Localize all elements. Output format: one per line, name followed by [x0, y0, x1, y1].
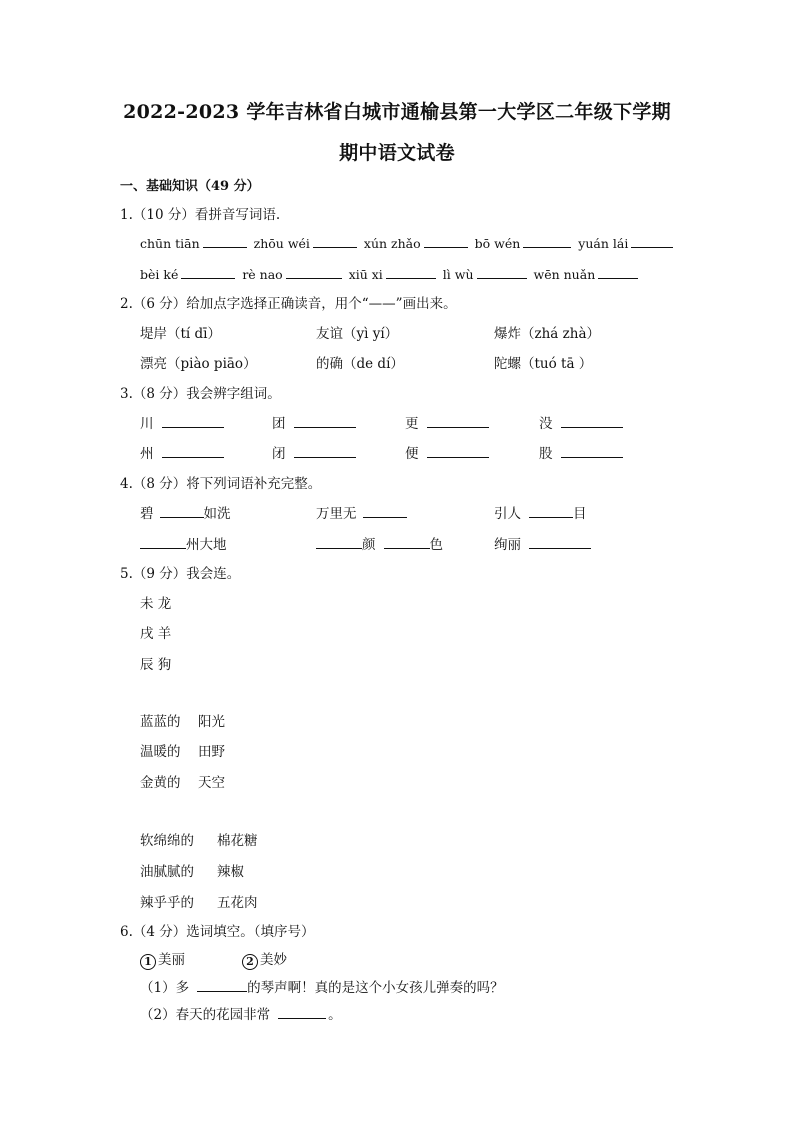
question-5-stem: 5.（9 分）我会连。 [120, 566, 241, 582]
match-left[interactable]: 温暖的 [140, 744, 181, 760]
answer-blank[interactable] [598, 264, 638, 279]
pinyin: yuán lái [578, 236, 629, 251]
char-item [140, 442, 227, 462]
pinyin: xiū xi [348, 267, 383, 282]
idiom-text: 如洗 [203, 506, 231, 522]
match-item[interactable]: 戌 羊 [140, 626, 172, 642]
reading-option[interactable]: 友谊（yì yí） [316, 326, 399, 342]
answer-blank[interactable] [631, 233, 673, 248]
char-item [539, 442, 626, 462]
pinyin: lì wù [442, 267, 474, 282]
char-item [405, 442, 492, 462]
answer-blank[interactable] [529, 534, 591, 549]
page-title-line1: 2022-2023 学年吉林省白城市通榆县第一大学区二年级下学期 [123, 101, 671, 123]
circled-number: 1 [140, 954, 156, 970]
fill-sentence-1 [140, 976, 504, 996]
idiom-text: 色 [429, 537, 443, 553]
question-4-stem: 4.（8 分）将下列词语补充完整。 [120, 476, 322, 492]
answer-blank[interactable] [424, 233, 468, 248]
idiom-item [140, 502, 231, 522]
char: 更 [405, 416, 419, 432]
answer-blank[interactable] [203, 233, 247, 248]
idiom-item [494, 502, 587, 522]
reading-option[interactable]: 陀螺（tuó tā ） [494, 356, 593, 372]
match-left[interactable]: 辣乎乎的 [140, 895, 194, 911]
char-item [140, 412, 227, 432]
char: 股 [539, 446, 553, 462]
answer-blank[interactable] [197, 978, 247, 992]
answer-blank[interactable] [286, 264, 342, 279]
answer-blank[interactable] [427, 443, 489, 458]
char: 州 [140, 446, 154, 462]
reading-option[interactable]: 的确（de dí） [316, 356, 404, 372]
page-title-line2: 期中语文试卷 [339, 142, 455, 164]
answer-blank[interactable] [278, 1005, 326, 1019]
match-right[interactable]: 五花肉 [217, 895, 258, 911]
char-item [539, 412, 626, 432]
char: 便 [405, 446, 419, 462]
word-option-2 [242, 948, 287, 970]
circled-number: 2 [242, 954, 258, 970]
match-right[interactable]: 阳光 [198, 714, 225, 730]
match-right[interactable]: 棉花糖 [217, 833, 258, 849]
answer-blank[interactable] [162, 413, 224, 428]
question-1-stem: 1.（10 分）看拼音写词语. [120, 207, 281, 223]
answer-blank[interactable] [140, 534, 186, 549]
answer-blank[interactable] [384, 534, 430, 549]
char: 团 [272, 416, 286, 432]
match-item[interactable]: 未 龙 [140, 596, 172, 612]
pinyin-row-2 [140, 264, 641, 282]
idiom-text: 州大地 [186, 537, 227, 553]
pinyin: chūn tiān [140, 236, 200, 251]
sentence-text: （2）春天的花园非常 [140, 1007, 271, 1023]
answer-blank[interactable] [162, 443, 224, 458]
answer-blank[interactable] [386, 264, 436, 279]
answer-blank[interactable] [561, 443, 623, 458]
sentence-text: （1）多 [140, 980, 190, 996]
answer-blank[interactable] [160, 503, 204, 518]
pinyin: wēn nuǎn [533, 267, 596, 282]
answer-blank[interactable] [316, 534, 362, 549]
char-item [405, 412, 492, 432]
pinyin: bō wén [474, 236, 521, 251]
word-option-1 [140, 948, 185, 970]
pinyin: rè nao [242, 267, 283, 282]
section-heading: 一、基础知识（49 分） [120, 179, 260, 194]
answer-blank[interactable] [294, 413, 356, 428]
idiom-item [494, 533, 594, 553]
option-word: 美妙 [260, 952, 287, 968]
idiom-text: 引人 [494, 506, 521, 522]
option-word: 美丽 [158, 952, 185, 968]
pinyin: xún zhǎo [363, 236, 421, 251]
match-left[interactable]: 油腻腻的 [140, 864, 194, 880]
answer-blank[interactable] [529, 503, 573, 518]
fill-sentence-2 [140, 1003, 342, 1023]
sentence-text: 。 [328, 1007, 342, 1023]
reading-option[interactable]: 漂亮（piào piāo） [140, 356, 257, 372]
match-left[interactable]: 蓝蓝的 [140, 714, 181, 730]
idiom-text: 目 [573, 506, 587, 522]
match-left[interactable]: 金黄的 [140, 775, 181, 791]
reading-option[interactable]: 爆炸（zhá zhà） [494, 326, 601, 342]
idiom-item [316, 533, 443, 553]
answer-blank[interactable] [294, 443, 356, 458]
idiom-text: 绚丽 [494, 537, 521, 553]
char-item [272, 442, 359, 462]
answer-blank[interactable] [523, 233, 571, 248]
char-item [272, 412, 359, 432]
match-right[interactable]: 天空 [198, 775, 225, 791]
char: 没 [539, 416, 553, 432]
char: 闭 [272, 446, 286, 462]
char: 川 [140, 416, 154, 432]
answer-blank[interactable] [561, 413, 623, 428]
pinyin: zhōu wéi [253, 236, 310, 251]
idiom-item [316, 502, 410, 522]
match-left[interactable]: 软绵绵的 [140, 833, 194, 849]
pinyin: bèi ké [140, 267, 179, 282]
answer-blank[interactable] [363, 503, 407, 518]
answer-blank[interactable] [313, 233, 357, 248]
idiom-text: 颜 [362, 537, 376, 553]
answer-blank[interactable] [181, 264, 235, 279]
match-right[interactable]: 田野 [198, 744, 225, 760]
idiom-text: 碧 [140, 506, 154, 522]
reading-option[interactable]: 堤岸（tí dī） [140, 326, 221, 342]
pinyin-row-1 [140, 233, 676, 251]
idiom-text: 万里无 [316, 506, 357, 522]
question-6-stem: 6.（4 分）选词填空。（填序号） [120, 924, 315, 940]
match-right[interactable]: 辣椒 [217, 864, 244, 880]
question-2-stem: 2.（6 分）给加点字选择正确读音，用个“——”画出来。 [120, 296, 457, 312]
match-item[interactable]: 辰 狗 [140, 657, 172, 673]
sentence-text: 的琴声啊！真的是这个小女孩儿弹奏的吗？ [247, 980, 504, 996]
idiom-item [140, 533, 227, 553]
question-3-stem: 3.（8 分）我会辨字组词。 [120, 386, 281, 402]
answer-blank[interactable] [427, 413, 489, 428]
answer-blank[interactable] [477, 264, 527, 279]
